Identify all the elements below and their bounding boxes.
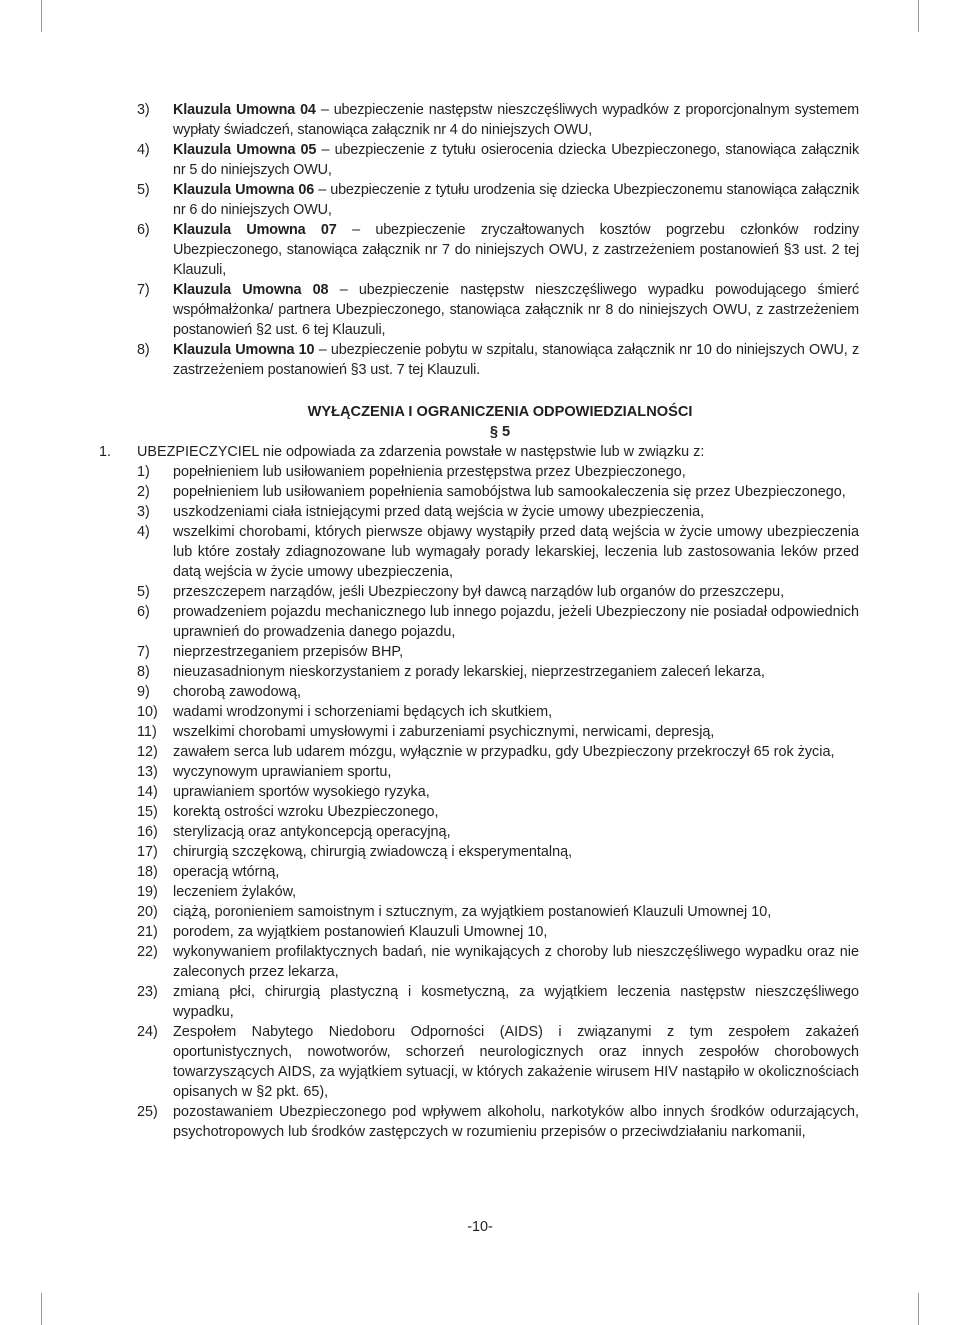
crop-mark (41, 1293, 42, 1325)
list-item: 19) leczeniem żylaków, (137, 884, 297, 900)
section-heading: WYŁĄCZENIA I OGRANICZENIA ODPOWIEDZIALNOŚCI (307, 404, 693, 420)
list-item: 11) wszelkimi chorobami umysłowymi i zaburzeniami psychicznymi, nerwicami, depresją, (137, 724, 715, 740)
list-item: 7) nieprzestrzeganiem przepisów BHP, (137, 644, 404, 660)
list-item: 22) wykonywaniem profilaktycznych badań, nie wynikających z choroby lub nieszczęśliwego wypadku oraz nie zaleconych przez lekarza, (137, 944, 859, 980)
list-item: 3) uszkodzeniami ciała istniejącymi przed datą wejścia w życie umowy ubezpieczenia, (137, 504, 705, 520)
page-number: -10- (467, 1219, 493, 1235)
list-item: 6) prowadzeniem pojazdu mechanicznego lub innego pojazdu, jeżeli Ubezpieczony nie posiadał odpowiednich uprawnień do prowadzenia danego pojazdu, (137, 604, 859, 640)
list-item: 5) Klauzula Umowna 06 – ubezpieczenie z tytułu urodzenia się dziecka Ubezpieczonemu stanowiąca załącznik nr 6 do niniejszych OWU, (137, 182, 859, 218)
clause-name: Klauzula Umowna 05 (173, 142, 317, 158)
list-item: 14) uprawianiem sportów wysokiego ryzyka, (137, 784, 430, 800)
list-item: 8) nieuzasadnionym nieskorzystaniem z porady lekarskiej, nieprzestrzeganiem zaleceń lekarza, (137, 664, 765, 680)
document-page (99, 100, 859, 1142)
section-number: § 5 (489, 424, 511, 440)
crop-mark (918, 0, 919, 32)
clause-name: Klauzula Umowna 07 (173, 222, 337, 238)
clause-name: Klauzula Umowna 06 (173, 182, 315, 198)
list-item: 2) popełnieniem lub usiłowaniem popełnienia samobójstwa lub samookaleczenia się przez Ubezpieczonego, (137, 484, 846, 500)
list-item: 1) popełnieniem lub usiłowaniem popełnienia przestępstwa przez Ubezpieczonego, (137, 464, 686, 480)
list-item: 15) korektą ostrości wzroku Ubezpieczonego, (137, 804, 439, 820)
list-item: 23) zmianą płci, chirurgią plastyczną i kosmetyczną, za wyjątkiem leczenia następstw nieszczęśliwego wypadku, (137, 984, 859, 1020)
clause-name: Klauzula Umowna 08 (173, 282, 329, 298)
list-item: 4) wszelkimi chorobami, których pierwsze objawy wystąpiły przed datą wejścia w życie umowy ubezpieczenia lub które zostały zdiagnozowane lub wymagały porady lekarskiej, leczenia lub zastosowania leków przed datą wejścia w życie umowy ubezpieczenia, (137, 524, 859, 580)
intro-paragraph: 1. UBEZPIECZYCIEL nie odpowiada za zdarzenia powstałe w następstwie lub w związku z: (99, 444, 705, 460)
clause-name: Klauzula Umowna 04 (173, 102, 316, 118)
crop-mark (918, 1293, 919, 1325)
list-item: 13) wyczynowym uprawianiem sportu, (137, 764, 392, 780)
list-item: 18) operacją wtórną, (137, 864, 280, 880)
exclusion-list (137, 462, 859, 1142)
list-item: 9) chorobą zawodową, (137, 684, 301, 700)
list-item: 3) Klauzula Umowna 04 – ubezpieczenie następstw nieszczęśliwych wypadków z proporcjonalnym systemem wypłaty świadczeń, stanowiąca załącznik nr 4 do niniejszych OWU, (137, 102, 859, 138)
list-item: 5) przeszczepem narządów, jeśli Ubezpieczony był dawcą narządów lub organów do przeszczepu, (137, 584, 785, 600)
list-item: 4) Klauzula Umowna 05 – ubezpieczenie z tytułu osierocenia dziecka Ubezpieczonego, stanowiąca załącznik nr 5 do niniejszych OWU, (137, 142, 859, 178)
list-item: 16) sterylizacją oraz antykoncepcją operacyjną, (137, 824, 451, 840)
list-item: 17) chirurgią szczękową, chirurgią zwiadowczą i eksperymentalną, (137, 844, 573, 860)
crop-mark (41, 0, 42, 32)
list-item: 8) Klauzula Umowna 10 – ubezpieczenie pobytu w szpitalu, stanowiąca załącznik nr 10 do niniejszych OWU, z zastrzeżeniem postanowień §3 ust. 7 tej Klauzuli. (137, 342, 859, 378)
list-item: 20) ciążą, poronieniem samoistnym i sztucznym, za wyjątkiem postanowień Klauzuli Umownej 10, (137, 904, 772, 920)
list-item: 6) Klauzula Umowna 07 – ubezpieczenie zryczałtowanych kosztów pogrzebu członków rodziny Ubezpieczonego, stanowiąca załącznik nr 7 do niniejszych OWU, z zastrzeżeniem postanowień §3 ust. 2 tej Klauzuli, (137, 222, 859, 278)
list-item: 24) Zespołem Nabytego Niedoboru Odporności (AIDS) i związanymi z tym zespołem zakażeń oportunistycznych, nowotworów, schorzeń neurologicznych oraz innych zespołów chorobowych towarzyszących AIDS, za wyjątkiem sytuacji, w których zakażenie wirusem HIV nastąpiło w okolicznościach opisanych w §2 pkt. 65), (137, 1024, 859, 1100)
clause-name: Klauzula Umowna 10 (173, 342, 315, 358)
list-item: 21) porodem, za wyjątkiem postanowień Klauzuli Umownej 10, (137, 924, 548, 940)
list-item: 12) zawałem serca lub udarem mózgu, wyłącznie w przypadku, gdy Ubezpieczony przekroczył 65 rok życia, (137, 744, 835, 760)
list-item: 25) pozostawaniem Ubezpieczonego pod wpływem alkoholu, narkotyków albo innych środków odurzających, psychotropowych lub środków zastępczych w rozumieniu przepisów o przeciwdziałaniu narkomanii, (137, 1104, 859, 1140)
list-item: 7) Klauzula Umowna 08 – ubezpieczenie następstw nieszczęśliwego wypadku powodującego śmierć współmałżonka/ partnera Ubezpieczonego, stanowiąca załącznik nr 8 do niniejszych OWU, z zastrzeżeniem postanowień §2 ust. 6 tej Klauzuli, (137, 282, 859, 338)
list-item: 10) wadami wrodzonymi i schorzeniami będących ich skutkiem, (137, 704, 553, 720)
clause-list (137, 100, 859, 380)
